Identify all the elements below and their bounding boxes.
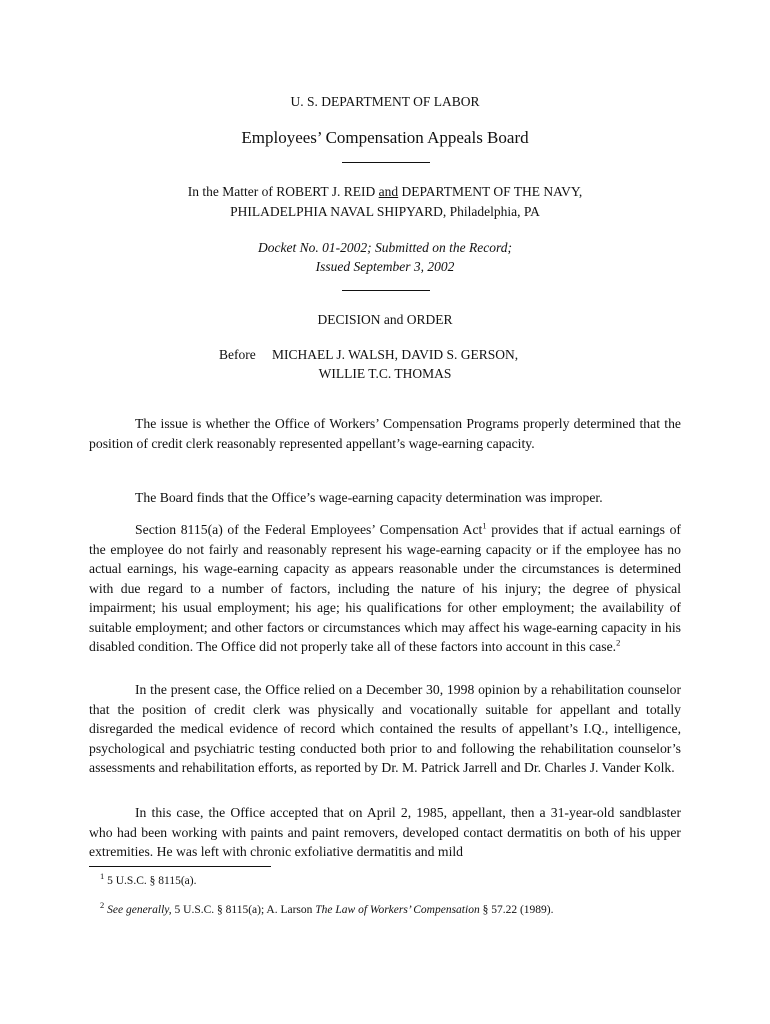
- matter-prefix: In the Matter of ROBERT J. REID: [187, 184, 376, 199]
- docket-line-1: Docket No. 01-2002; Submitted on the Record;: [257, 240, 513, 255]
- footnote-separator: [89, 866, 271, 867]
- paragraph-present-case-text: In the present case, the Office relied on a December 30, 1998 opinion by a rehabilitation counselor that the position of credit clerk was physically and vocationally suitable for appellant and totally disregarded the medical evidence of record which contained the results of appellant’s I.Q., intelligence, psychological and psychiatric testing conducted both prior to and following the rehabilitation counselor’s assessments and rehabilitation efforts, as reported by Dr. M. Patrick Jarrell and Dr. Charles J. Vander Kolk.: [89, 682, 681, 775]
- matter-line-2: PHILADELPHIA NAVAL SHIPYARD, Philadelphia, PA: [230, 204, 540, 219]
- footnote-1: [100, 871, 197, 887]
- matter-and: and: [378, 184, 399, 199]
- paragraph-accepted-text: In this case, the Office accepted that on April 2, 1985, appellant, then a 31-year-old sandblaster who had been working with paints and paint removers, developed contact dermatitis on both of his upper extremities. He was left with chronic exfoliative dermatitis and mild: [89, 805, 681, 859]
- paragraph-finding: [89, 488, 681, 508]
- agency-heading: U. S. DEPARTMENT OF LABOR: [290, 94, 480, 109]
- before-names-1: MICHAEL J. WALSH, DAVID S. GERSON,: [272, 347, 519, 362]
- footnote-2-title: The Law of Workers’ Compensation: [315, 904, 480, 916]
- matter-line-1: [0, 184, 770, 200]
- before-names-2: WILLIE T.C. THOMAS: [318, 366, 452, 381]
- docket-divider: [342, 290, 430, 291]
- paragraph-accepted: [89, 803, 681, 862]
- footnote-2-number: 2: [100, 900, 105, 911]
- paragraph-issue: [89, 414, 681, 453]
- footnote-1-text: 5 U.S.C. § 8115(a).: [104, 875, 197, 887]
- paragraph-section-8115: [89, 520, 681, 657]
- footnote-2-text: 5 U.S.C. § 8115(a); A. Larson: [171, 904, 316, 916]
- paragraph-finding-text: The Board finds that the Office’s wage-earning capacity determination was improper.: [135, 490, 603, 505]
- footnote-ref-2[interactable]: 2: [616, 637, 621, 648]
- paragraph-section-text-a: Section 8115(a) of the Federal Employees’ Compensation Act: [135, 522, 483, 537]
- footnote-ref-1[interactable]: 1: [482, 520, 487, 531]
- title-divider: [342, 162, 430, 163]
- decision-heading: DECISION and ORDER: [317, 312, 453, 327]
- footnote-2-end: § 57.22 (1989).: [479, 904, 554, 916]
- before-label: Before: [219, 347, 256, 362]
- paragraph-present-case: [89, 680, 681, 778]
- docket-line-2: Issued September 3, 2002: [315, 259, 455, 274]
- board-title: Employees’ Compensation Appeals Board: [241, 128, 529, 147]
- matter-suffix: DEPARTMENT OF THE NAVY,: [401, 184, 583, 199]
- footnote-2: [100, 900, 554, 916]
- footnote-2-italic: See generally,: [107, 904, 172, 916]
- paragraph-section-text-b: provides that if actual earnings of the employee do not fairly and reasonably represent his wage-earning capacity or if the employee has no actual earnings, his wage-earning capacity as appears reasonable under the circumstances is determined with due regard to a number of factors, including the nature of his injury; the degree of physical impairment; his usual employment; his age; his qualifications for other employment; the availability of suitable employment; and other factors or circumstances which may affect his wage-earning capacity in his disabled condition. The Office did not properly take all of these factors into account in this case.: [89, 522, 681, 654]
- paragraph-issue-text: The issue is whether the Office of Workers’ Compensation Programs properly determined that the position of credit clerk reasonably represented appellant’s wage-earning capacity.: [89, 416, 681, 451]
- footnote-1-number: 1: [100, 871, 105, 882]
